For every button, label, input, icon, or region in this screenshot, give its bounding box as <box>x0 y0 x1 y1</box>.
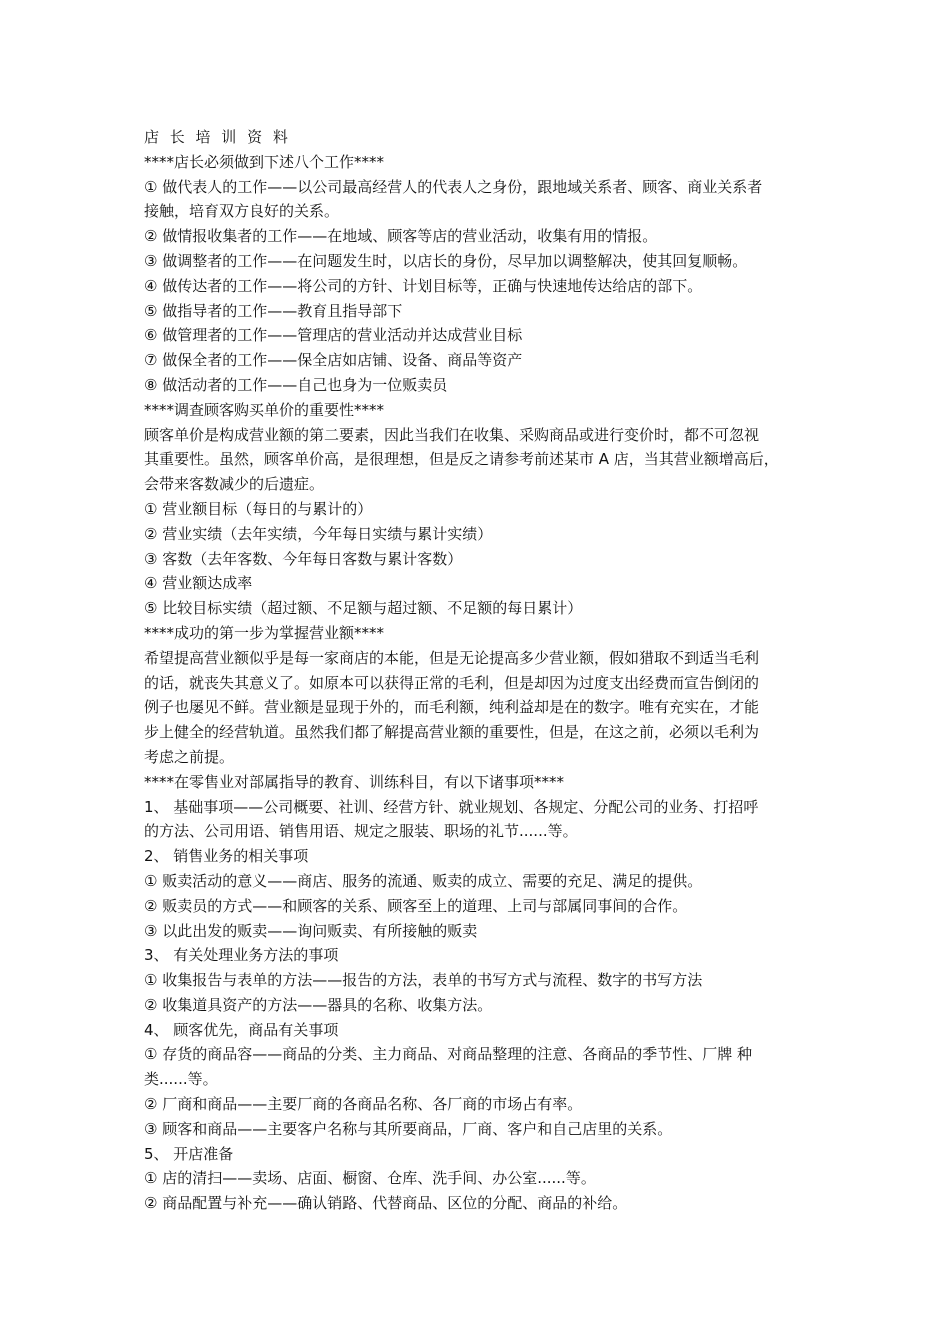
text-line: ① 做代表人的工作——以公司最高经营人的代表人之身份，跟地域关系者、顾客、商业关系者 <box>144 177 763 196</box>
text-line: ④ 营业额达成率 <box>144 574 253 593</box>
text-line: ② 收集道具资产的方法——器具的名称、收集方法。 <box>144 995 493 1014</box>
text-line: ① 店的清扫——卖场、店面、橱窗、仓库、洗手间、办公室......等。 <box>144 1169 596 1188</box>
text-line: ⑥ 做管理者的工作——管理店的营业活动并达成营业目标 <box>144 326 523 345</box>
text-line: 例子也屡见不鲜。营业额是显现于外的，而毛利额，纯利益却是在的数字。唯有充实在，才能 <box>144 698 760 717</box>
text-line: 会带来客数减少的后遗症。 <box>144 475 325 494</box>
text-line: 5、 开店准备 <box>144 1144 234 1163</box>
text-line: 接触，培育双方良好的关系。 <box>144 202 340 221</box>
text-line: ⑦ 做保全者的工作——保全店如店铺、设备、商品等资产 <box>144 351 523 370</box>
text-line: ① 营业额目标（每日的与累计的） <box>144 499 373 518</box>
text-line: ① 存货的商品容——商品的分类、主力商品、对商品整理的注意、各商品的季节性、厂牌 种 <box>144 1045 752 1064</box>
text-line: ④ 做传达者的工作——将公司的方针、计划目标等，正确与快速地传达给店的部下。 <box>144 276 703 295</box>
text-line: ⑤ 比较目标实绩（超过额、不足额与超过额、不足额的每日累计） <box>144 599 583 618</box>
text-line: ⑤ 做指导者的工作——教育且指导部下 <box>144 301 403 320</box>
text-line: 步上健全的经营轨道。虽然我们都了解提高营业额的重要性，但是，在这之前，必须以毛利为 <box>144 723 760 742</box>
text-line: 希望提高营业额似乎是每一家商店的本能，但是无论提高多少营业额，假如猎取不到适当毛利 <box>144 648 760 667</box>
section-heading: ****成功的第一步为掌握营业额**** <box>144 623 385 642</box>
text-line: ① 收集报告与表单的方法——报告的方法，表单的书写方式与流程、数字的书写方法 <box>144 971 703 990</box>
text-line: 其重要性。虽然，顾客单价高，是很理想，但是反之请参考前述某市 A 店，当其营业额增高后， <box>144 450 779 469</box>
text-line: ② 营业实绩（去年实绩，今年每日实绩与累计实绩） <box>144 524 493 543</box>
text-line: 顾客单价是构成营业额的第二要素，因此当我们在收集、采购商品或进行变价时，都不可忽视 <box>144 425 760 444</box>
document-body <box>144 125 814 1216</box>
text-line: ① 贩卖活动的意义——商店、服务的流通、贩卖的成立、需要的充足、满足的提供。 <box>144 871 703 890</box>
text-line: 类......等。 <box>144 1070 218 1089</box>
text-line: 考虑之前提。 <box>144 747 235 766</box>
text-line: ② 贩卖员的方式——和顾客的关系、顾客至上的道理、上司与部属同事间的合作。 <box>144 896 688 915</box>
text-line: ② 做情报收集者的工作——在地域、顾客等店的营业活动，收集有用的情报。 <box>144 227 658 246</box>
document-title: 店 长 培 训 资 料 <box>144 128 291 146</box>
text-line: ③ 以此出发的贩卖——询问贩卖、有所接触的贩卖 <box>144 921 478 940</box>
section-heading: ****调查顾客购买单价的重要性**** <box>144 400 385 419</box>
text-line: 3、 有关处理业务方法的事项 <box>144 946 339 965</box>
text-line: ③ 客数（去年客数、今年每日客数与累计客数） <box>144 549 463 568</box>
section-heading: ****在零售业对部属指导的教育、训练科目，有以下诸事项**** <box>144 772 565 791</box>
text-line: 2、 销售业务的相关事项 <box>144 847 309 866</box>
text-line: ⑧ 做活动者的工作——自己也身为一位贩卖员 <box>144 375 448 394</box>
text-line: ② 商品配置与补充——确认销路、代替商品、区位的分配、商品的补给。 <box>144 1194 628 1213</box>
text-line: 1、 基础事项——公司概要、社训、经营方针、就业规划、各规定、分配公司的业务、打招呼 <box>144 797 759 816</box>
text-line: 的话，就丧失其意义了。如原本可以获得正常的毛利，但是却因为过度支出经费而宣告倒闭的 <box>144 673 760 692</box>
text-line: ③ 做调整者的工作——在问题发生时，以店长的身份，尽早加以调整解决，使其回复顺畅。 <box>144 251 748 270</box>
text-line: 4、 顾客优先，商品有关事项 <box>144 1020 339 1039</box>
text-line: ② 厂商和商品——主要厂商的各商品名称、各厂商的市场占有率。 <box>144 1095 583 1114</box>
section-heading: ****店长必须做到下述八个工作**** <box>144 152 385 171</box>
text-line: ③ 顾客和商品——主要客户名称与其所要商品，厂商、客户和自己店里的关系。 <box>144 1119 673 1138</box>
text-line: 的方法、公司用语、销售用语、规定之服装、职场的礼节......等。 <box>144 822 578 841</box>
